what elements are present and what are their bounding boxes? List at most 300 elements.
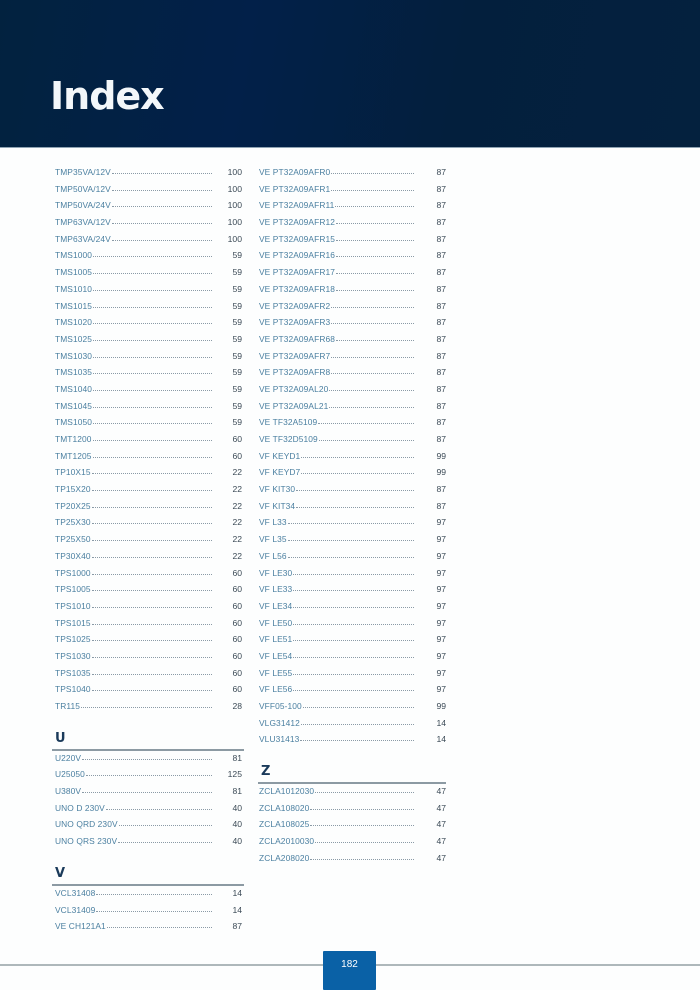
entry-code: VE TF32D5109 bbox=[259, 434, 318, 444]
entry-page-number: 60 bbox=[232, 667, 242, 678]
entry-code: VE PT32A09AFR17 bbox=[259, 267, 335, 278]
index-entry bbox=[259, 334, 446, 351]
entry-code: TMS1005 bbox=[55, 267, 93, 278]
index-entry bbox=[259, 786, 446, 803]
entry-page-number: 22 bbox=[232, 484, 242, 495]
index-entry bbox=[259, 819, 446, 836]
dot-leader bbox=[293, 640, 414, 641]
entry-page-number: 59 bbox=[232, 300, 242, 311]
index-entry bbox=[55, 334, 242, 351]
entry-code: ZCLA2010030 bbox=[259, 836, 315, 847]
dot-leader bbox=[315, 842, 414, 843]
entry-page-number: 87 bbox=[436, 250, 446, 261]
page-title: Index bbox=[50, 74, 164, 118]
section-heading: U bbox=[55, 730, 66, 746]
entry-code: TPS1010 bbox=[55, 600, 91, 611]
dot-leader bbox=[112, 173, 212, 174]
entry-page-number: 100 bbox=[227, 200, 242, 211]
entry-page-number: 97 bbox=[436, 600, 446, 611]
index-entry bbox=[259, 734, 446, 751]
entry-page-number: 100 bbox=[227, 233, 242, 244]
entry-code: TMS1030 bbox=[55, 350, 93, 361]
entry-code: VE PT32A09AFR11 bbox=[259, 200, 335, 211]
index-entry bbox=[55, 501, 242, 518]
index-entry bbox=[259, 634, 446, 651]
dot-leader bbox=[336, 240, 414, 241]
dot-leader bbox=[293, 607, 414, 608]
entry-code: VFF05-100 bbox=[259, 701, 302, 711]
index-entry bbox=[259, 317, 446, 334]
index-entry bbox=[259, 803, 446, 820]
dot-leader bbox=[82, 792, 212, 793]
dot-leader bbox=[310, 809, 414, 810]
index-entry bbox=[259, 384, 446, 401]
page-number: 182 bbox=[341, 959, 358, 970]
section-divider bbox=[52, 749, 244, 751]
entry-page-number: 60 bbox=[232, 684, 242, 695]
index-entry bbox=[259, 484, 446, 501]
dot-leader bbox=[93, 373, 212, 374]
entry-page-number: 60 bbox=[232, 634, 242, 645]
dot-leader bbox=[92, 690, 212, 691]
dot-leader bbox=[96, 911, 212, 912]
entry-code: VE PT32A09AFR15 bbox=[259, 233, 335, 244]
dot-leader bbox=[92, 657, 212, 658]
entry-code: U25050 bbox=[55, 769, 85, 780]
dot-leader bbox=[293, 590, 414, 591]
index-entry bbox=[259, 467, 446, 484]
section-heading: V bbox=[55, 865, 66, 881]
index-column-left bbox=[55, 167, 242, 938]
entry-page-number: 87 bbox=[436, 233, 446, 244]
entry-code: VF KIT30 bbox=[259, 484, 296, 495]
entry-code: TP30X40 bbox=[55, 550, 91, 561]
entry-page-number: 87 bbox=[436, 317, 446, 328]
entry-page-number: 87 bbox=[436, 300, 446, 311]
entry-page-number: 59 bbox=[232, 317, 242, 328]
entry-page-number: 100 bbox=[227, 167, 242, 177]
entry-page-number: 60 bbox=[232, 434, 242, 444]
dot-leader bbox=[112, 240, 212, 241]
entry-page-number: 60 bbox=[232, 584, 242, 595]
dot-leader bbox=[293, 690, 414, 691]
index-entry bbox=[259, 517, 446, 534]
entry-code: TMS1045 bbox=[55, 400, 93, 411]
index-entry bbox=[55, 517, 242, 534]
index-entry bbox=[55, 434, 242, 451]
dot-leader bbox=[112, 190, 212, 191]
entry-page-number: 59 bbox=[232, 283, 242, 294]
dot-leader bbox=[92, 557, 212, 558]
dot-leader bbox=[329, 390, 414, 391]
entry-page-number: 22 bbox=[232, 517, 242, 528]
index-entry bbox=[55, 601, 242, 618]
entry-code: TMS1035 bbox=[55, 367, 93, 378]
entry-page-number: 87 bbox=[436, 417, 446, 428]
index-entry bbox=[55, 584, 242, 601]
entry-code: VF KEYD1 bbox=[259, 450, 301, 461]
dot-leader bbox=[331, 373, 414, 374]
index-entry bbox=[55, 351, 242, 368]
index-entry bbox=[259, 267, 446, 284]
entry-page-number: 60 bbox=[232, 650, 242, 661]
index-entry bbox=[259, 584, 446, 601]
entry-page-number: 87 bbox=[436, 217, 446, 228]
dot-leader bbox=[107, 927, 212, 928]
index-entry bbox=[55, 551, 242, 568]
entry-code: TPS1040 bbox=[55, 684, 91, 695]
entry-page-number: 87 bbox=[436, 350, 446, 361]
dot-leader bbox=[300, 740, 414, 741]
entry-page-number: 59 bbox=[232, 250, 242, 261]
entry-code: VE TF32A5109 bbox=[259, 417, 318, 428]
entry-code: VE PT32A09AL20 bbox=[259, 383, 329, 394]
entry-page-number: 97 bbox=[436, 550, 446, 561]
index-entry bbox=[55, 367, 242, 384]
index-entry bbox=[55, 217, 242, 234]
index-entry bbox=[259, 534, 446, 551]
index-entry bbox=[259, 701, 446, 718]
index-entry bbox=[259, 853, 446, 870]
entry-code: VE PT32A09AFR3 bbox=[259, 317, 331, 328]
entry-page-number: 47 bbox=[436, 852, 446, 863]
entry-code: VLG31412 bbox=[259, 717, 300, 728]
dot-leader bbox=[310, 825, 414, 826]
index-entry bbox=[259, 601, 446, 618]
index-entry bbox=[55, 401, 242, 418]
entry-code: VF KIT34 bbox=[259, 500, 296, 511]
entry-page-number: 87 bbox=[436, 167, 446, 177]
entry-code: TMP50VA/24V bbox=[55, 200, 111, 211]
entry-page-number: 87 bbox=[436, 484, 446, 495]
index-list bbox=[55, 753, 242, 853]
dot-leader bbox=[336, 223, 414, 224]
entry-page-number: 97 bbox=[436, 650, 446, 661]
dot-leader bbox=[96, 894, 212, 895]
entry-code: UNO D 230V bbox=[55, 802, 105, 813]
entry-page-number: 47 bbox=[436, 819, 446, 830]
entry-page-number: 14 bbox=[436, 717, 446, 728]
entry-code: VE PT32A09AFR8 bbox=[259, 367, 331, 378]
entry-code: TMS1010 bbox=[55, 283, 93, 294]
entry-page-number: 99 bbox=[436, 701, 446, 711]
index-list bbox=[55, 888, 242, 938]
entry-page-number: 97 bbox=[436, 667, 446, 678]
entry-code: VE PT32A09AL21 bbox=[259, 400, 329, 411]
index-entry bbox=[55, 484, 242, 501]
dot-leader bbox=[293, 574, 414, 575]
index-entry bbox=[259, 668, 446, 685]
entry-code: ZCLA208020 bbox=[259, 852, 310, 863]
index-entry bbox=[55, 184, 242, 201]
entry-code: VF L56 bbox=[259, 550, 287, 561]
dot-leader bbox=[301, 457, 414, 458]
entry-page-number: 22 bbox=[232, 534, 242, 545]
dot-leader bbox=[93, 407, 212, 408]
index-entry bbox=[55, 803, 242, 820]
entry-page-number: 87 bbox=[436, 267, 446, 278]
dot-leader bbox=[92, 640, 212, 641]
entry-code: TMP63VA/24V bbox=[55, 233, 111, 244]
entry-code: VF L33 bbox=[259, 517, 287, 528]
entry-page-number: 97 bbox=[436, 567, 446, 578]
index-entry bbox=[55, 651, 242, 668]
dot-leader bbox=[93, 273, 212, 274]
entry-page-number: 87 bbox=[436, 383, 446, 394]
section-divider bbox=[258, 782, 446, 784]
entry-code: VF LE50 bbox=[259, 617, 293, 628]
page-header bbox=[0, 0, 700, 148]
entry-code: VE PT32A09AFR16 bbox=[259, 250, 335, 261]
entry-code: TP10X15 bbox=[55, 467, 91, 478]
entry-code: U380V bbox=[55, 786, 82, 797]
entry-code: TPS1025 bbox=[55, 634, 91, 645]
index-entry bbox=[55, 234, 242, 251]
entry-page-number: 87 bbox=[436, 283, 446, 294]
entry-code: TMP50VA/12V bbox=[55, 183, 111, 194]
dot-leader bbox=[336, 256, 414, 257]
index-entry bbox=[259, 250, 446, 267]
index-entry bbox=[55, 634, 242, 651]
index-entry bbox=[55, 836, 242, 853]
entry-code: TMS1015 bbox=[55, 300, 93, 311]
entry-page-number: 99 bbox=[436, 450, 446, 461]
entry-page-number: 59 bbox=[232, 383, 242, 394]
index-entry bbox=[259, 451, 446, 468]
dot-leader bbox=[86, 775, 212, 776]
index-column-right bbox=[259, 167, 446, 870]
index-entry bbox=[55, 451, 242, 468]
index-entry bbox=[55, 701, 242, 718]
index-entry bbox=[259, 351, 446, 368]
entry-page-number: 28 bbox=[232, 701, 242, 711]
entry-code: TMS1000 bbox=[55, 250, 93, 261]
entry-code: ZCLA108025 bbox=[259, 819, 310, 830]
entry-page-number: 60 bbox=[232, 567, 242, 578]
section-divider bbox=[52, 884, 244, 886]
entry-page-number: 87 bbox=[436, 434, 446, 444]
index-list bbox=[259, 167, 446, 751]
dot-leader bbox=[93, 307, 212, 308]
index-entry bbox=[55, 568, 242, 585]
entry-page-number: 14 bbox=[232, 887, 242, 898]
dot-leader bbox=[310, 859, 414, 860]
dot-leader bbox=[92, 507, 212, 508]
dot-leader bbox=[92, 473, 212, 474]
entry-code: VF LE34 bbox=[259, 600, 293, 611]
entry-page-number: 40 bbox=[232, 836, 242, 847]
entry-code: VE PT32A09AFR12 bbox=[259, 217, 335, 228]
entry-page-number: 100 bbox=[227, 217, 242, 228]
entry-code: TMT1200 bbox=[55, 434, 92, 444]
entry-page-number: 87 bbox=[232, 921, 242, 932]
dot-leader bbox=[92, 574, 212, 575]
index-entry bbox=[259, 501, 446, 518]
entry-page-number: 81 bbox=[232, 786, 242, 797]
index-entry bbox=[55, 317, 242, 334]
dot-leader bbox=[303, 707, 414, 708]
index-entry bbox=[259, 718, 446, 735]
entry-page-number: 22 bbox=[232, 467, 242, 478]
dot-leader bbox=[318, 423, 414, 424]
entry-page-number: 59 bbox=[232, 350, 242, 361]
dot-leader bbox=[301, 724, 414, 725]
entry-code: VE PT32A09AFR1 bbox=[259, 183, 331, 194]
index-entry bbox=[259, 184, 446, 201]
entry-page-number: 87 bbox=[436, 367, 446, 378]
dot-leader bbox=[296, 507, 414, 508]
dot-leader bbox=[92, 540, 212, 541]
page-number-badge bbox=[323, 951, 376, 990]
entry-code: VCL31408 bbox=[55, 887, 96, 898]
index-entry bbox=[55, 417, 242, 434]
dot-leader bbox=[288, 523, 414, 524]
entry-code: VE PT32A09AFR18 bbox=[259, 283, 335, 294]
entry-code: TMP35VA/12V bbox=[55, 167, 111, 177]
index-entry bbox=[259, 301, 446, 318]
index-entry bbox=[55, 534, 242, 551]
index-entry bbox=[259, 284, 446, 301]
index-list bbox=[259, 786, 446, 869]
entry-page-number: 59 bbox=[232, 267, 242, 278]
entry-code: VF LE55 bbox=[259, 667, 293, 678]
index-entry bbox=[259, 651, 446, 668]
index-entry bbox=[259, 217, 446, 234]
entry-page-number: 87 bbox=[436, 333, 446, 344]
entry-page-number: 59 bbox=[232, 400, 242, 411]
index-entry bbox=[55, 921, 242, 938]
entry-code: VE PT32A09AFR68 bbox=[259, 333, 335, 344]
entry-page-number: 97 bbox=[436, 617, 446, 628]
dot-leader bbox=[92, 674, 212, 675]
entry-code: TR115 bbox=[55, 701, 81, 711]
entry-code: VE CH121A1 bbox=[55, 921, 106, 932]
dot-leader bbox=[93, 390, 212, 391]
dot-leader bbox=[301, 473, 414, 474]
dot-leader bbox=[288, 557, 414, 558]
entry-page-number: 87 bbox=[436, 200, 446, 211]
dot-leader bbox=[336, 340, 414, 341]
entry-code: VF LE56 bbox=[259, 684, 293, 695]
entry-page-number: 87 bbox=[436, 400, 446, 411]
dot-leader bbox=[81, 707, 212, 708]
entry-code: UNO QRS 230V bbox=[55, 836, 118, 847]
entry-code: ZCLA108020 bbox=[259, 802, 310, 813]
index-entry bbox=[55, 167, 242, 184]
index-entry bbox=[55, 819, 242, 836]
entry-page-number: 47 bbox=[436, 786, 446, 797]
entry-page-number: 99 bbox=[436, 467, 446, 478]
entry-page-number: 81 bbox=[232, 752, 242, 763]
dot-leader bbox=[82, 759, 212, 760]
entry-code: ZCLA1012030 bbox=[259, 786, 315, 797]
index-entry bbox=[55, 467, 242, 484]
index-entry bbox=[55, 301, 242, 318]
index-entry bbox=[55, 267, 242, 284]
dot-leader bbox=[315, 792, 414, 793]
index-list bbox=[55, 167, 242, 718]
dot-leader bbox=[112, 206, 212, 207]
index-entry bbox=[55, 888, 242, 905]
dot-leader bbox=[93, 323, 212, 324]
entry-code: VF LE51 bbox=[259, 634, 293, 645]
dot-leader bbox=[93, 423, 212, 424]
entry-page-number: 87 bbox=[436, 500, 446, 511]
dot-leader bbox=[296, 490, 414, 491]
index-entry bbox=[55, 905, 242, 922]
entry-page-number: 97 bbox=[436, 517, 446, 528]
dot-leader bbox=[329, 407, 414, 408]
entry-page-number: 47 bbox=[436, 802, 446, 813]
entry-page-number: 97 bbox=[436, 534, 446, 545]
entry-code: VF LE54 bbox=[259, 650, 293, 661]
index-entry bbox=[259, 568, 446, 585]
entry-code: TP25X30 bbox=[55, 517, 91, 528]
index-entry bbox=[55, 668, 242, 685]
dot-leader bbox=[335, 206, 414, 207]
dot-leader bbox=[336, 273, 414, 274]
entry-page-number: 47 bbox=[436, 836, 446, 847]
entry-page-number: 14 bbox=[436, 734, 446, 745]
entry-code: VF L35 bbox=[259, 534, 287, 545]
dot-leader bbox=[93, 256, 212, 257]
index-entry bbox=[55, 618, 242, 635]
index-section-v bbox=[55, 863, 242, 938]
dot-leader bbox=[119, 825, 212, 826]
index-entry bbox=[259, 234, 446, 251]
dot-leader bbox=[293, 624, 414, 625]
dot-leader bbox=[93, 290, 212, 291]
index-entry bbox=[259, 836, 446, 853]
dot-leader bbox=[92, 607, 212, 608]
dot-leader bbox=[106, 809, 212, 810]
dot-leader bbox=[118, 842, 212, 843]
entry-code: VE PT32A09AFR0 bbox=[259, 167, 331, 177]
entry-code: TMS1050 bbox=[55, 417, 93, 428]
index-entry bbox=[55, 684, 242, 701]
dot-leader bbox=[93, 440, 212, 441]
index-entry bbox=[259, 200, 446, 217]
index-entry bbox=[259, 167, 446, 184]
entry-code: UNO QRD 230V bbox=[55, 819, 118, 830]
dot-leader bbox=[92, 523, 212, 524]
dot-leader bbox=[93, 340, 212, 341]
entry-code: VF LE30 bbox=[259, 567, 293, 578]
index-entry bbox=[55, 753, 242, 770]
entry-code: TP25X50 bbox=[55, 534, 91, 545]
entry-page-number: 59 bbox=[232, 417, 242, 428]
dot-leader bbox=[331, 173, 414, 174]
dot-leader bbox=[331, 323, 414, 324]
entry-page-number: 14 bbox=[232, 904, 242, 915]
entry-page-number: 60 bbox=[232, 450, 242, 461]
entry-code: VE PT32A09AFR2 bbox=[259, 300, 331, 311]
index-section-u bbox=[55, 728, 242, 853]
entry-page-number: 59 bbox=[232, 333, 242, 344]
dot-leader bbox=[319, 440, 414, 441]
entry-code: VLU31413 bbox=[259, 734, 300, 745]
dot-leader bbox=[92, 624, 212, 625]
entry-code: TPS1005 bbox=[55, 584, 91, 595]
entry-code: VF LE33 bbox=[259, 584, 293, 595]
entry-code: VCL31409 bbox=[55, 904, 96, 915]
index-entry bbox=[259, 551, 446, 568]
entry-page-number: 59 bbox=[232, 367, 242, 378]
entry-code: U220V bbox=[55, 752, 82, 763]
dot-leader bbox=[293, 657, 414, 658]
entry-code: TPS1000 bbox=[55, 567, 91, 578]
entry-page-number: 40 bbox=[232, 802, 242, 813]
